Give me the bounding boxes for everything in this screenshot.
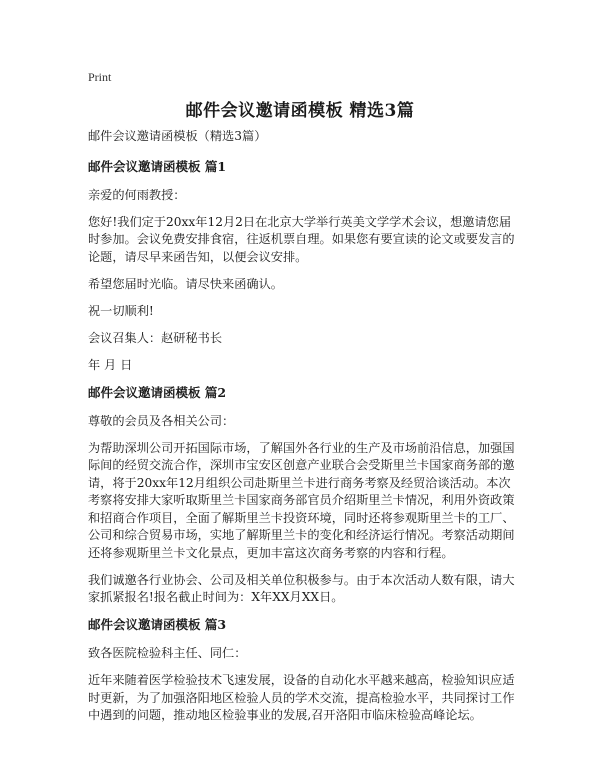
paragraph: 希望您届时光临。请尽快来函确认。 bbox=[88, 276, 283, 291]
paragraph: 为帮助深圳公司开拓国际市场，了解国外各行业的生产及市场前沿信息，加强国际间的经贸交流合作，深圳市宝安区创意产业联合会受斯里兰卡国家商务部的邀请，将于20xx年12月组织公司赴斯里兰卡进行商务考察及经贸洽谈活动。本次考察将安排大家听取斯里兰卡国家商务部官员介绍斯里兰卡情况，利用外资政策和招商合作项目，全面了解斯里兰卡投资环境，同时还将参观斯里兰卡的工厂、公司和综合贸易市场，实地了解斯里兰卡的变化和经济运行情况。考察活动期间还将参观斯里兰卡文化景点，更加丰富这次商务考察的内容和行程。 bbox=[88, 440, 515, 560]
paragraph: 亲爱的何雨教授： bbox=[88, 187, 186, 202]
section-heading-3: 邮件会议邀请函模板 篇3 bbox=[88, 617, 227, 632]
paragraph: 尊敬的会员及各相关公司： bbox=[88, 413, 235, 428]
paragraph: 致各医院检验科主任、同仁： bbox=[88, 646, 247, 660]
print-link[interactable]: Print bbox=[88, 70, 112, 84]
paragraph: 近年来随着医学检验技术飞速发展，设备的自动化水平越来越高，检验知识应适时更新，为了加强洛阳地区检验人员的学术交流，提高检验水平，共同探讨工作中遇到的问题，推动地区检验事业的发展,召开洛阳市临床检验高峰论坛。 bbox=[88, 673, 515, 722]
paragraph: 年 月 日 bbox=[88, 357, 133, 372]
paragraph: 祝一切顺利! bbox=[88, 303, 154, 318]
section-heading-2: 邮件会议邀请函模板 篇2 bbox=[88, 384, 227, 400]
document-body bbox=[88, 128, 518, 734]
paragraph: 我们诚邀各行业协会、公司及相关单位积极参与。由于本次活动人数有限，请大家抓紧报名!报名截止时间为：X年XX月XX日。 bbox=[88, 572, 515, 604]
document-subtitle: 邮件会议邀请函模板（精选3篇） bbox=[88, 129, 267, 143]
paragraph: 您好!我们定于20xx年12月2日在北京大学举行英美文学学术会议，想邀请您届时参加。会议免费安排食宿，往返机票自理。如果您有要宣读的论文或要发言的论题，请尽早来函告知，以便会议安排。 bbox=[88, 214, 515, 264]
paragraph: 会议召集人：赵研秘书长 bbox=[88, 330, 223, 345]
page-title: 邮件会议邀请函模板 精选3篇 bbox=[185, 101, 415, 121]
section-heading-1: 邮件会议邀请函模板 篇1 bbox=[88, 158, 227, 174]
